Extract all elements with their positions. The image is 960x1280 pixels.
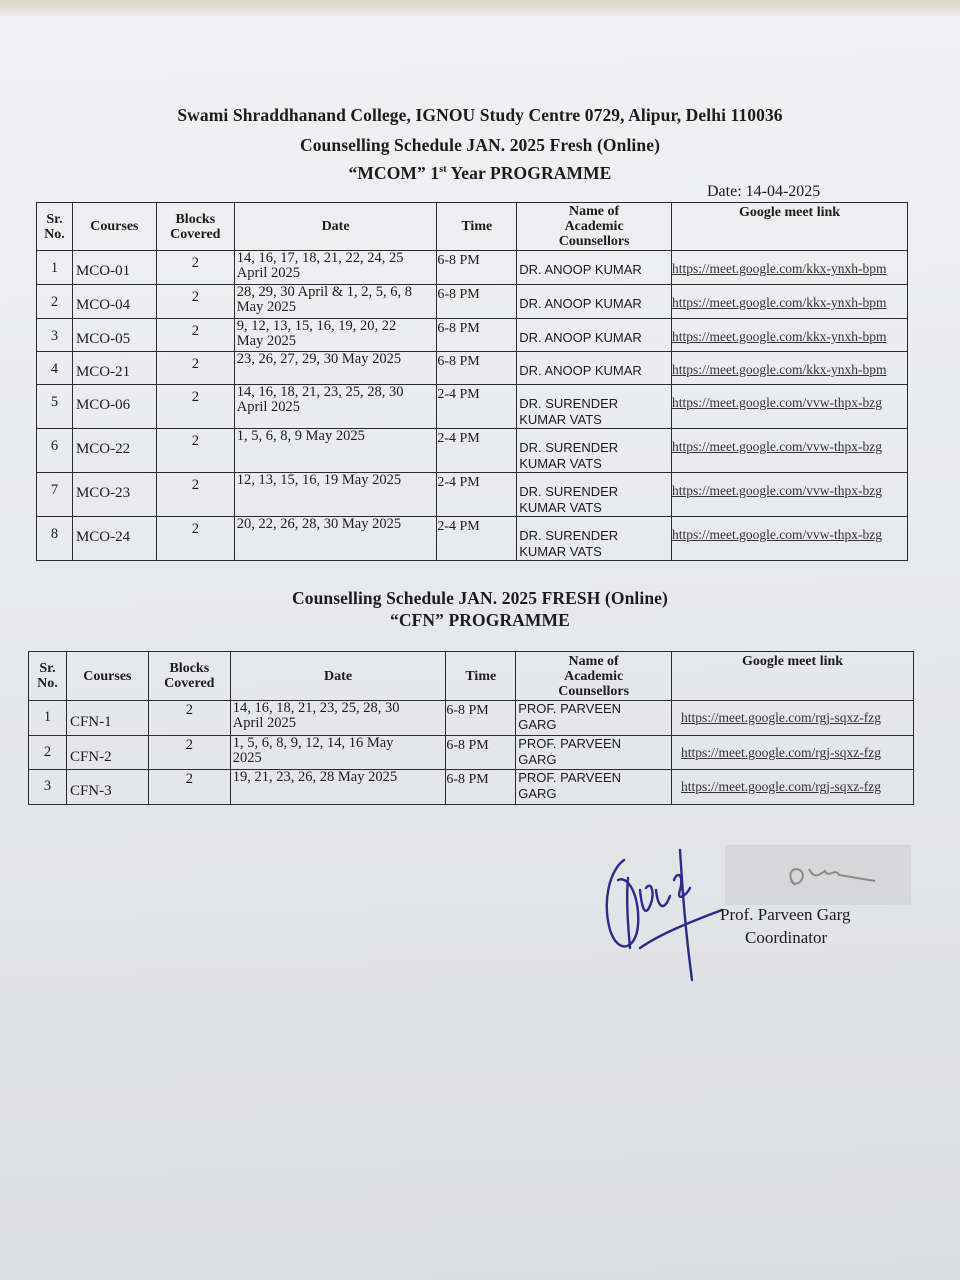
course-cell — [66, 701, 148, 736]
cfn-programme-title: “CFN” PROGRAMME — [390, 610, 570, 630]
table-header-row — [37, 203, 908, 251]
date-line: April 2025 — [232, 715, 297, 731]
blocks-cell — [148, 736, 230, 770]
cfn-schedule-title: Counselling Schedule JAN. 2025 FRESH (Online) — [292, 588, 668, 608]
meet-link-cell[interactable] — [672, 285, 908, 319]
sr-no: 1 — [43, 709, 52, 725]
sr-no-cell — [29, 736, 67, 770]
meet-link-cell[interactable] — [672, 352, 908, 385]
col-sr: Sr. No. — [29, 652, 67, 701]
blocks-count: 2 — [185, 771, 193, 787]
meet-link-cell[interactable] — [672, 251, 908, 285]
course-code: MCO-21 — [75, 364, 131, 380]
signatory-name: Prof. Parveen Garg — [720, 905, 851, 924]
blocks-cell — [148, 701, 230, 736]
date-line: 23, 26, 27, 29, 30 May 2025 — [236, 351, 402, 367]
session-time: 2-4 PM — [437, 519, 480, 534]
col-counsellor: Name of Academic Counsellors — [517, 203, 672, 251]
counsellor-cell — [517, 517, 672, 561]
course-cell — [72, 285, 156, 319]
course-cell — [72, 251, 156, 285]
time-cell — [437, 517, 517, 561]
counsellor-name: GARG — [518, 786, 557, 801]
blocks-cell — [156, 352, 234, 385]
course-code: CFN-3 — [69, 783, 112, 799]
blocks-cell — [156, 285, 234, 319]
meet-link: https://meet.google.com/kkx-ynxh-bpm — [672, 295, 887, 310]
counsellor-name: DR. SURENDER — [519, 528, 619, 543]
table-row — [37, 429, 908, 473]
counsellor-cell — [516, 701, 672, 736]
course-code: MCO-06 — [75, 397, 131, 413]
date-line: 19, 21, 23, 26, 28 May 2025 — [232, 769, 398, 785]
counsellor-name: DR. SURENDER — [519, 440, 619, 455]
meet-link: https://meet.google.com/vvw-thpx-bzg — [672, 527, 882, 542]
session-time: 6-8 PM — [446, 738, 489, 753]
signatory-title: Coordinator — [745, 928, 828, 947]
course-cell — [72, 352, 156, 385]
sr-no-cell — [37, 251, 73, 285]
date-cell — [234, 385, 437, 429]
mcom-schedule-table — [36, 202, 908, 561]
counsellor-cell — [517, 429, 672, 473]
programme-title-rest: Year PROGRAMME — [446, 163, 612, 183]
counsellor-name: DR. SURENDER — [519, 484, 619, 499]
session-time: 6-8 PM — [437, 354, 480, 369]
col-blocks: Blocks Covered — [156, 203, 234, 251]
date-line: 20, 22, 26, 28, 30 May 2025 — [236, 516, 402, 532]
counsellor-cell — [517, 319, 672, 352]
meet-link: https://meet.google.com/rgj-sqxz-fzg — [681, 745, 881, 760]
date-cell — [234, 517, 437, 561]
session-time: 6-8 PM — [446, 772, 489, 787]
course-code: CFN-2 — [69, 749, 112, 765]
time-cell — [437, 385, 517, 429]
meet-link-cell[interactable] — [672, 319, 908, 352]
time-cell — [437, 285, 517, 319]
sr-no: 7 — [50, 482, 59, 498]
counsellor-name: DR. ANOOP KUMAR — [519, 296, 642, 311]
table-row — [29, 701, 914, 736]
date-cell — [234, 473, 437, 517]
date-line: 1, 5, 6, 8, 9 May 2025 — [236, 428, 365, 444]
counsellor-name: KUMAR VATS — [519, 544, 602, 559]
cfn-schedule-table — [28, 651, 914, 805]
col-time: Time — [446, 652, 516, 701]
blocks-cell — [156, 251, 234, 285]
counsellor-name: KUMAR VATS — [519, 456, 602, 471]
blocks-count: 2 — [185, 737, 193, 753]
sr-no-cell — [37, 319, 73, 352]
schedule-title: Counselling Schedule JAN. 2025 Fresh (Online) — [299, 135, 661, 155]
date-line: April 2025 — [236, 399, 301, 415]
meet-link-cell[interactable] — [672, 701, 914, 736]
table-row — [37, 473, 908, 517]
counsellor-cell — [517, 285, 672, 319]
course-cell — [72, 517, 156, 561]
sr-no: 8 — [50, 526, 59, 542]
time-cell — [446, 736, 516, 770]
col-date: Date — [234, 203, 437, 251]
course-code: MCO-04 — [75, 297, 131, 313]
blocks-cell — [156, 429, 234, 473]
counsellor-name: GARG — [518, 752, 557, 767]
counsellor-name: DR. ANOOP KUMAR — [519, 330, 642, 345]
meet-link: https://meet.google.com/vvw-thpx-bzg — [672, 483, 882, 498]
session-time: 2-4 PM — [437, 431, 480, 446]
course-cell — [72, 385, 156, 429]
counsellor-cell — [516, 736, 672, 770]
sr-no-cell — [29, 701, 67, 736]
blocks-count: 2 — [191, 433, 199, 449]
date-cell — [234, 319, 437, 352]
sr-no: 3 — [43, 778, 52, 794]
course-cell — [66, 770, 148, 805]
meet-link: https://meet.google.com/rgj-sqxz-fzg — [681, 779, 881, 794]
blocks-count: 2 — [191, 389, 199, 405]
session-time: 6-8 PM — [446, 703, 489, 718]
sr-no-cell — [37, 285, 73, 319]
time-cell — [446, 701, 516, 736]
sr-no: 4 — [50, 361, 59, 377]
session-time: 2-4 PM — [437, 387, 480, 402]
counsellor-name: KUMAR VATS — [519, 500, 602, 515]
meet-link-cell[interactable] — [672, 770, 914, 805]
sr-no: 1 — [50, 260, 59, 276]
course-cell — [72, 319, 156, 352]
counsellor-name: DR. ANOOP KUMAR — [519, 363, 642, 378]
course-code: MCO-24 — [75, 529, 131, 545]
programme-title-sup: st — [439, 164, 447, 176]
course-code: CFN-1 — [69, 714, 112, 730]
date-line: 14, 16, 18, 21, 23, 25, 28, 30 — [236, 384, 404, 400]
blocks-count: 2 — [185, 702, 193, 718]
table-header-row — [29, 652, 914, 701]
programme-title — [0, 163, 960, 184]
col-date: Date — [230, 652, 446, 701]
col-courses: Courses — [72, 203, 156, 251]
time-cell — [437, 473, 517, 517]
date-cell — [234, 429, 437, 473]
date-cell — [234, 352, 437, 385]
document-date: Date: 14-04-2025 — [707, 183, 821, 200]
counsellor-cell — [516, 770, 672, 805]
time-cell — [437, 429, 517, 473]
date-line: April 2025 — [236, 265, 301, 281]
table-row — [29, 770, 914, 805]
date-cell — [234, 285, 437, 319]
col-time: Time — [437, 203, 517, 251]
blocks-count: 2 — [191, 477, 199, 493]
sr-no-cell — [37, 517, 73, 561]
time-cell — [437, 352, 517, 385]
table-row — [37, 385, 908, 429]
date-line: 1, 5, 6, 8, 9, 12, 14, 16 May — [232, 735, 394, 751]
blocks-cell — [148, 770, 230, 805]
meet-link: https://meet.google.com/vvw-thpx-bzg — [672, 439, 882, 454]
meet-link-cell[interactable] — [672, 429, 908, 473]
date-line: 9, 12, 13, 15, 16, 19, 20, 22 — [236, 318, 397, 334]
meet-link-cell[interactable] — [672, 517, 908, 561]
meet-link: https://meet.google.com/vvw-thpx-bzg — [672, 395, 882, 410]
meet-link-cell[interactable] — [672, 385, 908, 429]
sr-no: 6 — [50, 438, 59, 454]
blocks-cell — [156, 517, 234, 561]
meet-link-cell[interactable] — [672, 473, 908, 517]
blocks-count: 2 — [191, 255, 199, 271]
col-courses: Courses — [66, 652, 148, 701]
meet-link-cell[interactable] — [672, 736, 914, 770]
counsellor-name: PROF. PARVEEN — [518, 770, 622, 785]
sr-no-cell — [37, 429, 73, 473]
counsellor-name: DR. ANOOP KUMAR — [519, 262, 642, 277]
counsellor-name: DR. SURENDER — [519, 396, 619, 411]
time-cell — [437, 251, 517, 285]
blocks-count: 2 — [191, 323, 199, 339]
date-line: 12, 13, 15, 16, 19 May 2025 — [236, 472, 402, 488]
meet-link: https://meet.google.com/rgj-sqxz-fzg — [681, 710, 881, 725]
blocks-cell — [156, 319, 234, 352]
time-cell — [437, 319, 517, 352]
date-cell — [230, 736, 446, 770]
counsellor-name: KUMAR VATS — [519, 412, 602, 427]
sr-no: 5 — [50, 394, 59, 410]
handwritten-signature-icon — [580, 830, 730, 990]
course-cell — [66, 736, 148, 770]
blocks-count: 2 — [191, 521, 199, 537]
date-line: May 2025 — [236, 333, 296, 349]
sr-no-cell — [37, 385, 73, 429]
programme-title-text: “MCOM” 1 — [348, 163, 440, 183]
session-time: 6-8 PM — [437, 287, 480, 302]
course-cell — [72, 473, 156, 517]
date-line: 2025 — [232, 750, 262, 766]
date-cell — [230, 701, 446, 736]
course-code: MCO-05 — [75, 331, 131, 347]
course-code: MCO-22 — [75, 441, 131, 457]
counsellor-name: PROF. PARVEEN — [518, 701, 622, 716]
blocks-cell — [156, 473, 234, 517]
counsellor-cell — [517, 473, 672, 517]
counsellor-cell — [517, 251, 672, 285]
sr-no-cell — [37, 352, 73, 385]
counsellor-cell — [517, 352, 672, 385]
col-blocks: Blocks Covered — [148, 652, 230, 701]
blocks-cell — [156, 385, 234, 429]
date-line: 14, 16, 17, 18, 21, 22, 24, 25 — [236, 250, 404, 266]
session-time: 6-8 PM — [437, 321, 480, 336]
date-cell — [230, 770, 446, 805]
table-row — [37, 251, 908, 285]
faded-signature-icon — [725, 845, 911, 905]
date-line: 28, 29, 30 April & 1, 2, 5, 6, 8 — [236, 284, 412, 300]
table-row — [29, 736, 914, 770]
table-row — [37, 517, 908, 561]
table-row — [37, 285, 908, 319]
course-code: MCO-01 — [75, 263, 131, 279]
meet-link: https://meet.google.com/kkx-ynxh-bpm — [672, 362, 887, 377]
college-title: Swami Shraddhanand College, IGNOU Study Centre 0729, Alipur, Delhi 110036 — [177, 105, 783, 125]
sr-no: 2 — [43, 744, 52, 760]
col-counsellor: Name of Academic Counsellors — [516, 652, 672, 701]
meet-link: https://meet.google.com/kkx-ynxh-bpm — [672, 329, 887, 344]
sr-no: 2 — [50, 294, 59, 310]
sr-no-cell — [37, 473, 73, 517]
faded-stamp — [725, 845, 911, 905]
col-meet-link: Google meet link — [672, 652, 914, 701]
course-code: MCO-23 — [75, 485, 131, 501]
session-time: 6-8 PM — [437, 253, 480, 268]
course-cell — [72, 429, 156, 473]
date-cell — [234, 251, 437, 285]
sr-no: 3 — [50, 328, 59, 344]
top-edge — [0, 0, 960, 16]
date-line: May 2025 — [236, 299, 296, 315]
date-line: 14, 16, 18, 21, 23, 25, 28, 30 — [232, 700, 400, 716]
meet-link: https://meet.google.com/kkx-ynxh-bpm — [672, 261, 887, 276]
table-row — [37, 352, 908, 385]
counsellor-name: PROF. PARVEEN — [518, 736, 622, 751]
sr-no-cell — [29, 770, 67, 805]
col-meet-link: Google meet link — [672, 203, 908, 251]
col-sr: Sr. No. — [37, 203, 73, 251]
counsellor-cell — [517, 385, 672, 429]
blocks-count: 2 — [191, 289, 199, 305]
table-row — [37, 319, 908, 352]
session-time: 2-4 PM — [437, 475, 480, 490]
counsellor-name: GARG — [518, 717, 557, 732]
time-cell — [446, 770, 516, 805]
blocks-count: 2 — [191, 356, 199, 372]
